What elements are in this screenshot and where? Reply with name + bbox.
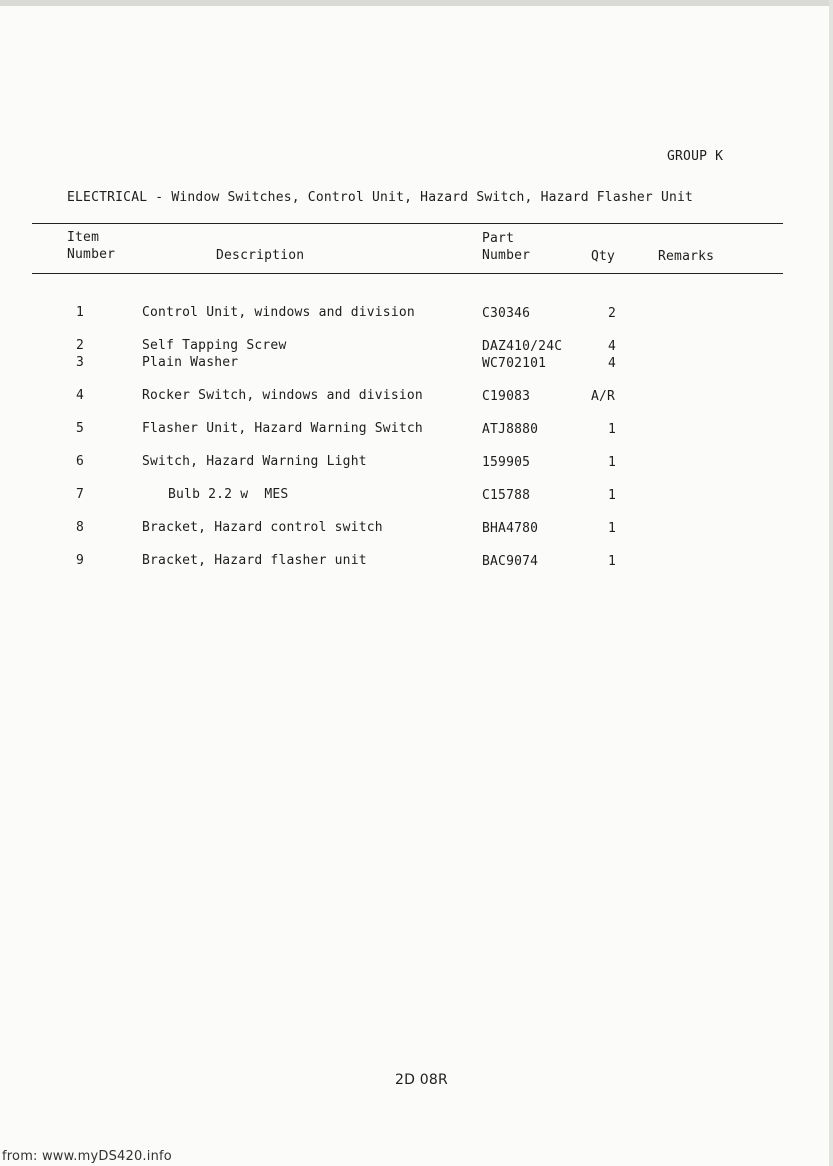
header-qty: Qty	[591, 249, 616, 264]
row-part-number: 159905	[482, 455, 531, 470]
page-code: 2D 08R	[395, 1072, 448, 1088]
row-item: 1	[76, 305, 85, 320]
row-qty: 1	[608, 488, 617, 503]
page-title: ELECTRICAL - Window Switches, Control Unit, Hazard Switch, Hazard Flasher Unit	[67, 190, 694, 205]
row-item: 8	[76, 520, 85, 535]
row-qty: 2	[608, 306, 617, 321]
row-qty: 1	[608, 554, 617, 569]
scan-edge-right	[829, 0, 833, 1166]
row-description: Plain Washer	[142, 355, 239, 370]
source-watermark: from: www.myDS420.info	[2, 1149, 172, 1164]
row-qty: 1	[608, 521, 617, 536]
header-item-line1: Item	[67, 230, 100, 245]
row-qty: 1	[608, 422, 617, 437]
row-qty: 4	[608, 356, 617, 371]
scan-edge-top	[0, 0, 833, 6]
row-part-number: BAC9074	[482, 554, 539, 569]
header-description: Description	[216, 248, 305, 263]
row-part-number: C19083	[482, 389, 531, 404]
header-part-line1: Part	[482, 231, 515, 246]
row-item: 6	[76, 454, 85, 469]
row-part-number: C30346	[482, 306, 531, 321]
row-description: Control Unit, windows and division	[142, 305, 415, 320]
header-remarks: Remarks	[658, 249, 715, 264]
row-item: 7	[76, 487, 85, 502]
row-description: Self Tapping Screw	[142, 338, 287, 353]
header-part-line2: Number	[482, 248, 531, 263]
row-part-number: C15788	[482, 488, 531, 503]
row-part-number: ATJ8880	[482, 422, 539, 437]
row-part-number: BHA4780	[482, 521, 539, 536]
row-qty: A/R	[591, 389, 616, 404]
row-item: 9	[76, 553, 85, 568]
row-description: Bracket, Hazard flasher unit	[142, 553, 367, 568]
row-description: Switch, Hazard Warning Light	[142, 454, 367, 469]
row-description: Flasher Unit, Hazard Warning Switch	[142, 421, 423, 436]
row-qty: 1	[608, 455, 617, 470]
row-description: Rocker Switch, windows and division	[142, 388, 423, 403]
header-top-rule	[32, 223, 783, 224]
row-item: 2	[76, 338, 85, 353]
group-label: GROUP K	[667, 149, 724, 164]
row-part-number: WC702101	[482, 356, 547, 371]
header-bottom-rule	[32, 273, 783, 274]
row-description: Bulb 2.2 w MES	[168, 487, 289, 502]
row-item: 5	[76, 421, 85, 436]
row-item: 3	[76, 355, 85, 370]
row-qty: 4	[608, 339, 617, 354]
header-item-line2: Number	[67, 247, 116, 262]
row-item: 4	[76, 388, 85, 403]
row-description: Bracket, Hazard control switch	[142, 520, 383, 535]
row-part-number: DAZ410/24C	[482, 339, 563, 354]
